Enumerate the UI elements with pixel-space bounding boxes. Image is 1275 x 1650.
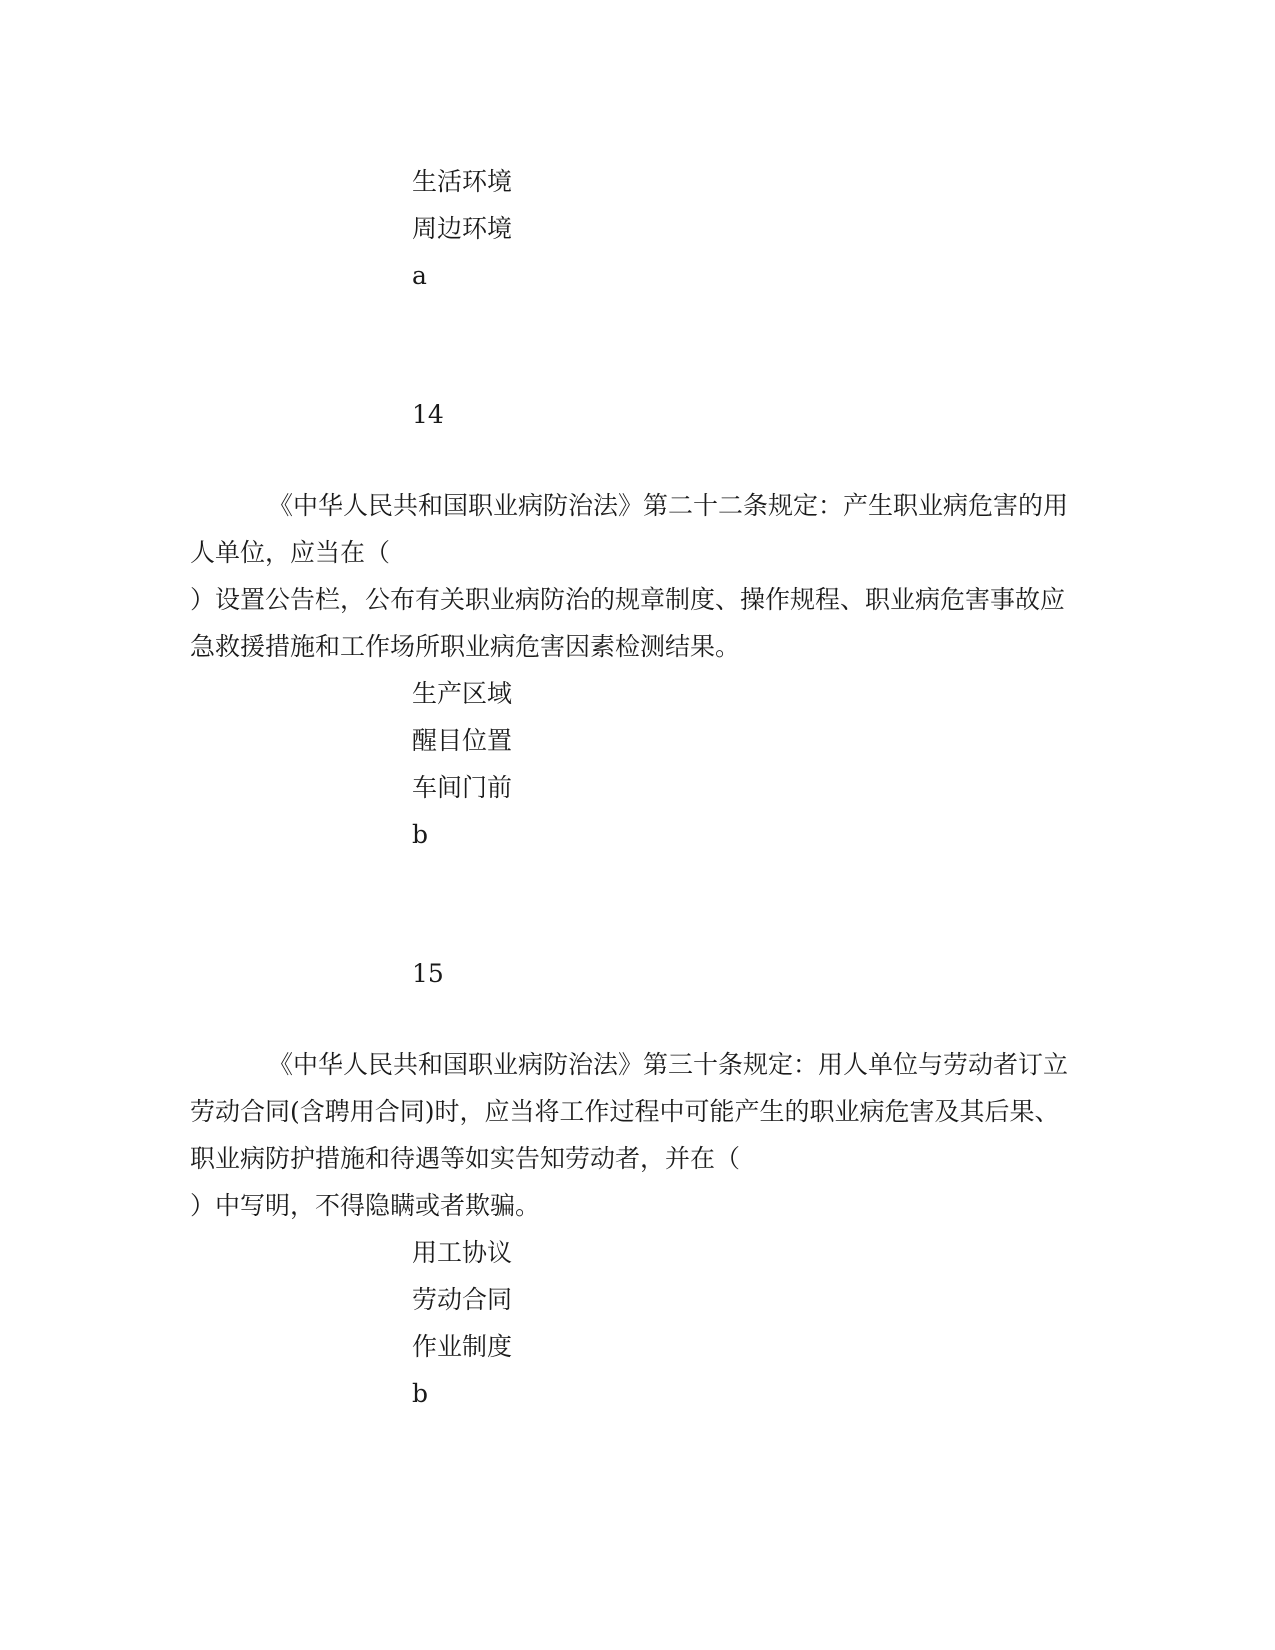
question-number: 14	[412, 400, 444, 429]
option-text: 生产区域	[412, 679, 513, 708]
option-text: 生活环境	[412, 167, 513, 196]
option-text: 作业制度	[412, 1332, 513, 1361]
option-text: 用工协议	[412, 1238, 513, 1267]
answer-text: a	[412, 261, 427, 290]
question-stem-line: 《中华人民共和国职业病防治法》第三十条规定：用人单位与劳动者订立	[268, 1050, 1069, 1079]
option-text: 醒目位置	[412, 726, 513, 755]
question-stem-line: 急救援措施和工作场所职业病危害因素检测结果。	[190, 632, 741, 661]
option-text: 劳动合同	[412, 1285, 513, 1314]
option-text: 车间门前	[412, 773, 513, 802]
question-stem-line: 劳动合同(含聘用合同)时，应当将工作过程中可能产生的职业病危害及其后果、	[190, 1097, 1060, 1126]
question-stem-line: 人单位，应当在（	[190, 538, 391, 567]
question-stem-line: 《中华人民共和国职业病防治法》第二十二条规定：产生职业病危害的用	[268, 491, 1069, 520]
question-stem-line: ）设置公告栏，公布有关职业病防治的规章制度、操作规程、职业病危害事故应	[190, 585, 1066, 614]
question-stem-line: 职业病防护措施和待遇等如实告知劳动者，并在（	[190, 1144, 741, 1173]
question-stem-line: ）中写明，不得隐瞒或者欺骗。	[190, 1191, 541, 1220]
answer-text: b	[412, 1379, 429, 1408]
answer-text: b	[412, 820, 429, 849]
option-text: 周边环境	[412, 214, 513, 243]
question-number: 15	[412, 959, 444, 988]
